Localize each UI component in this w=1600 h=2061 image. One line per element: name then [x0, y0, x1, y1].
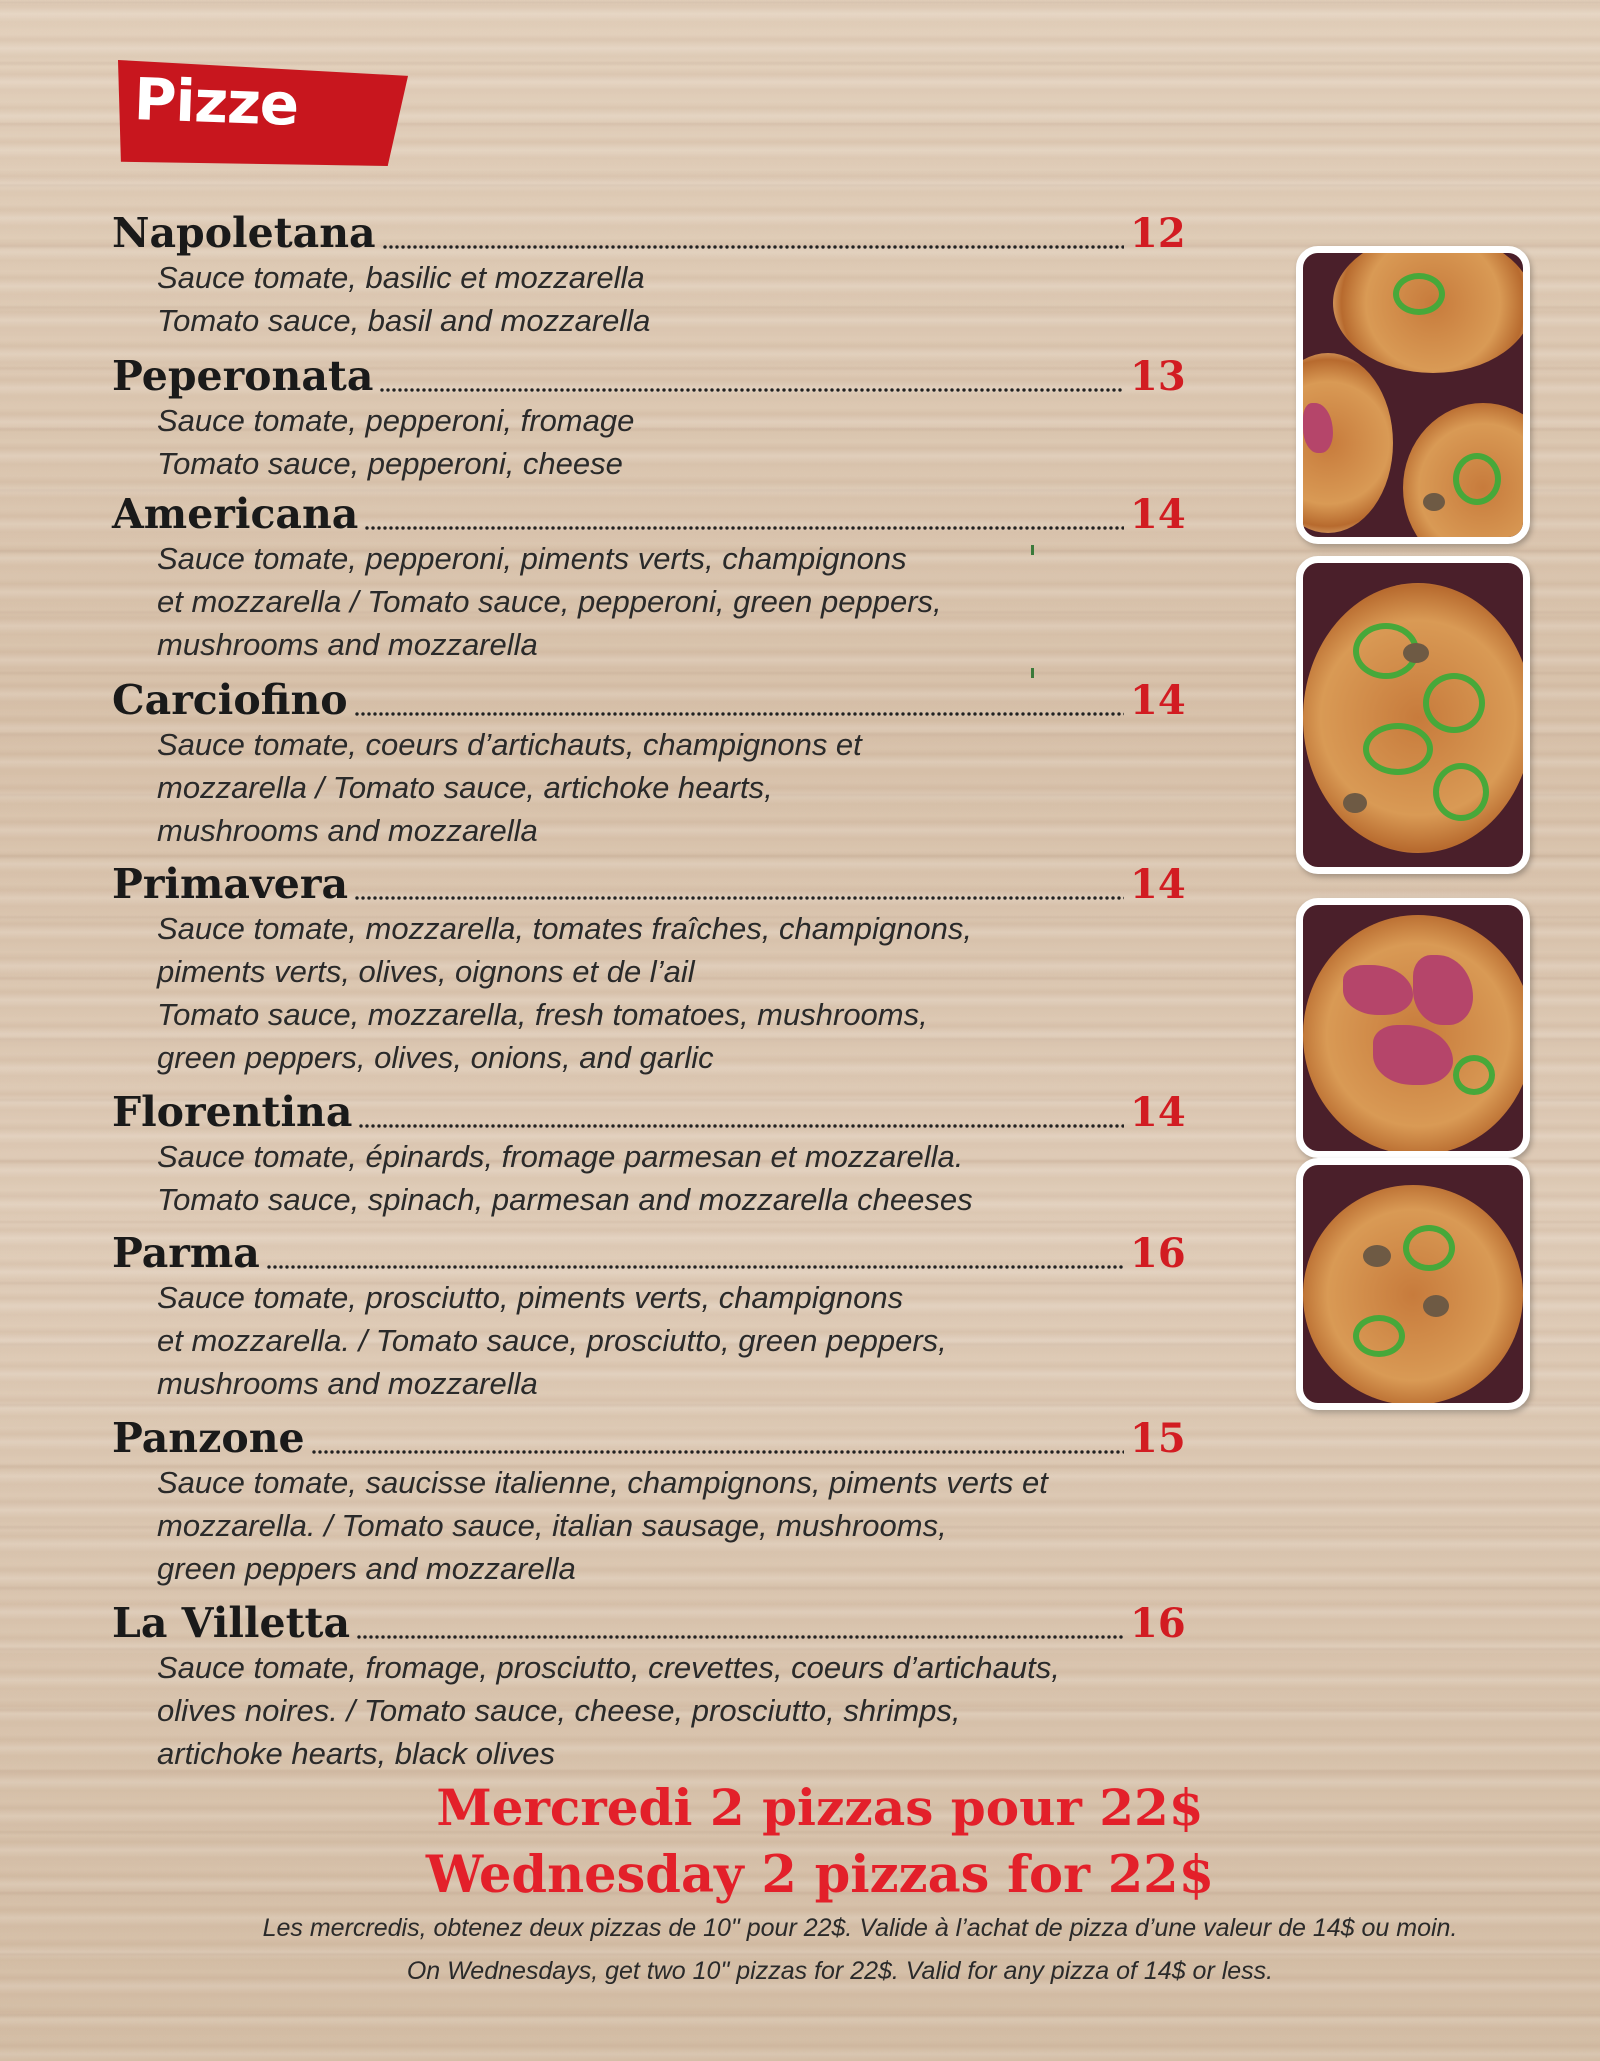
item-name: Peperonata — [112, 352, 374, 400]
menu-item — [112, 481, 1186, 666]
item-description — [157, 399, 1182, 485]
dot-leader — [356, 1634, 1124, 1640]
menu-item — [112, 1220, 1186, 1405]
item-description — [157, 256, 1182, 342]
item-price: 14 — [1130, 1089, 1186, 1136]
item-description — [157, 907, 1182, 1079]
description-line: green peppers, olives, onions, and garlic — [157, 1040, 714, 1075]
item-price: 13 — [1130, 353, 1186, 400]
description-line: mushrooms and mozzarella — [157, 627, 538, 662]
description-line: Sauce tomate, basilic et mozzarella — [157, 260, 645, 295]
description-line: Tomato sauce, mozzarella, fresh tomatoes, mushrooms, — [157, 997, 928, 1032]
item-name: Napoletana — [112, 209, 376, 257]
section-title: Pizze — [132, 65, 300, 139]
description-line: artichoke hearts, black olives — [157, 1736, 556, 1771]
description-line: mozzarella. / Tomato sauce, italian sausage, mushrooms, — [157, 1508, 947, 1543]
promo-title-fr: Mercredi 2 pizzas pour 22$ — [436, 1778, 1204, 1837]
description-line: piments verts, olives, oignons et de l’ail — [157, 954, 695, 989]
item-price: 14 — [1130, 677, 1186, 724]
dot-leader — [364, 525, 1124, 531]
item-price: 15 — [1130, 1415, 1186, 1462]
menu-item — [112, 343, 1186, 485]
description-line: Tomato sauce, pepperoni, cheese — [157, 446, 623, 481]
item-description — [157, 1276, 1182, 1405]
pizza-photo — [1296, 556, 1530, 874]
item-name: La Villetta — [112, 1599, 351, 1647]
item-name: Florentina — [112, 1088, 353, 1136]
pizza-photo — [1296, 246, 1530, 544]
item-description — [157, 1646, 1182, 1775]
menu-item — [112, 667, 1186, 852]
item-name: Parma — [112, 1229, 260, 1277]
item-name: Primavera — [112, 860, 349, 908]
pizza-photo — [1296, 1158, 1530, 1410]
item-price: 12 — [1130, 210, 1186, 257]
description-line: Sauce tomate, épinards, fromage parmesan et mozzarella. — [157, 1139, 964, 1174]
description-line: green peppers and mozzarella — [157, 1551, 576, 1586]
dot-leader — [311, 1449, 1124, 1455]
item-name: Americana — [112, 490, 359, 538]
promo-title-en: Wednesday 2 pizzas for 22$ — [425, 1845, 1215, 1905]
pizza-photo-strip — [1296, 246, 1532, 1410]
item-description — [157, 537, 1182, 666]
item-price: 16 — [1130, 1600, 1186, 1647]
menu-item — [112, 851, 1186, 1079]
green-tick-mark — [1031, 545, 1034, 555]
menu-item — [112, 1590, 1186, 1775]
dot-leader — [382, 244, 1124, 250]
item-name: Panzone — [112, 1414, 305, 1462]
item-price: 16 — [1130, 1230, 1186, 1277]
item-description — [157, 723, 1182, 852]
promo-note-en: On Wednesdays, get two 10" pizzas for 22$. Valid for any pizza of 14$ or less. — [406, 1957, 1274, 1985]
description-line: Tomato sauce, basil and mozzarella — [157, 303, 651, 338]
description-line: mushrooms and mozzarella — [157, 813, 538, 848]
description-line: Sauce tomate, prosciutto, piments verts, champignons — [157, 1280, 904, 1315]
menu-item — [112, 200, 1186, 342]
description-line: et mozzarella. / Tomato sauce, prosciutto, green peppers, — [157, 1323, 947, 1358]
description-line: Tomato sauce, spinach, parmesan and mozzarella cheeses — [157, 1182, 973, 1217]
item-name: Carciofino — [112, 676, 348, 724]
dot-leader — [266, 1264, 1124, 1270]
menu-item — [112, 1079, 1186, 1221]
pizza-photo — [1296, 898, 1530, 1158]
dot-leader — [358, 1123, 1124, 1129]
description-line: Sauce tomate, pepperoni, fromage — [157, 403, 635, 438]
description-line: Sauce tomate, saucisse italienne, champignons, piments verts et — [157, 1465, 1048, 1500]
promo-note-fr: Les mercredis, obtenez deux pizzas de 10" pour 22$. Valide à l’achat de pizza d’une valeur de 14$ ou moin. — [262, 1914, 1458, 1942]
description-line: Sauce tomate, fromage, prosciutto, crevettes, coeurs d’artichauts, — [157, 1650, 1060, 1685]
description-line: olives noires. / Tomato sauce, cheese, prosciutto, shrimps, — [157, 1693, 961, 1728]
description-line: Sauce tomate, mozzarella, tomates fraîches, champignons, — [157, 911, 973, 946]
menu-item — [112, 1405, 1186, 1590]
description-line: mushrooms and mozzarella — [157, 1366, 538, 1401]
description-line: mozzarella / Tomato sauce, artichoke hearts, — [157, 770, 773, 805]
item-description — [157, 1461, 1182, 1590]
item-description — [157, 1135, 1182, 1221]
description-line: et mozzarella / Tomato sauce, pepperoni, green peppers, — [157, 584, 942, 619]
description-line: Sauce tomate, coeurs d’artichauts, champignons et — [157, 727, 862, 762]
dot-leader — [354, 895, 1124, 901]
dot-leader — [379, 387, 1124, 393]
item-price: 14 — [1130, 491, 1186, 538]
green-tick-mark — [1031, 668, 1034, 678]
dot-leader — [354, 711, 1124, 717]
item-price: 14 — [1130, 861, 1186, 908]
description-line: Sauce tomate, pepperoni, piments verts, champignons — [157, 541, 907, 576]
